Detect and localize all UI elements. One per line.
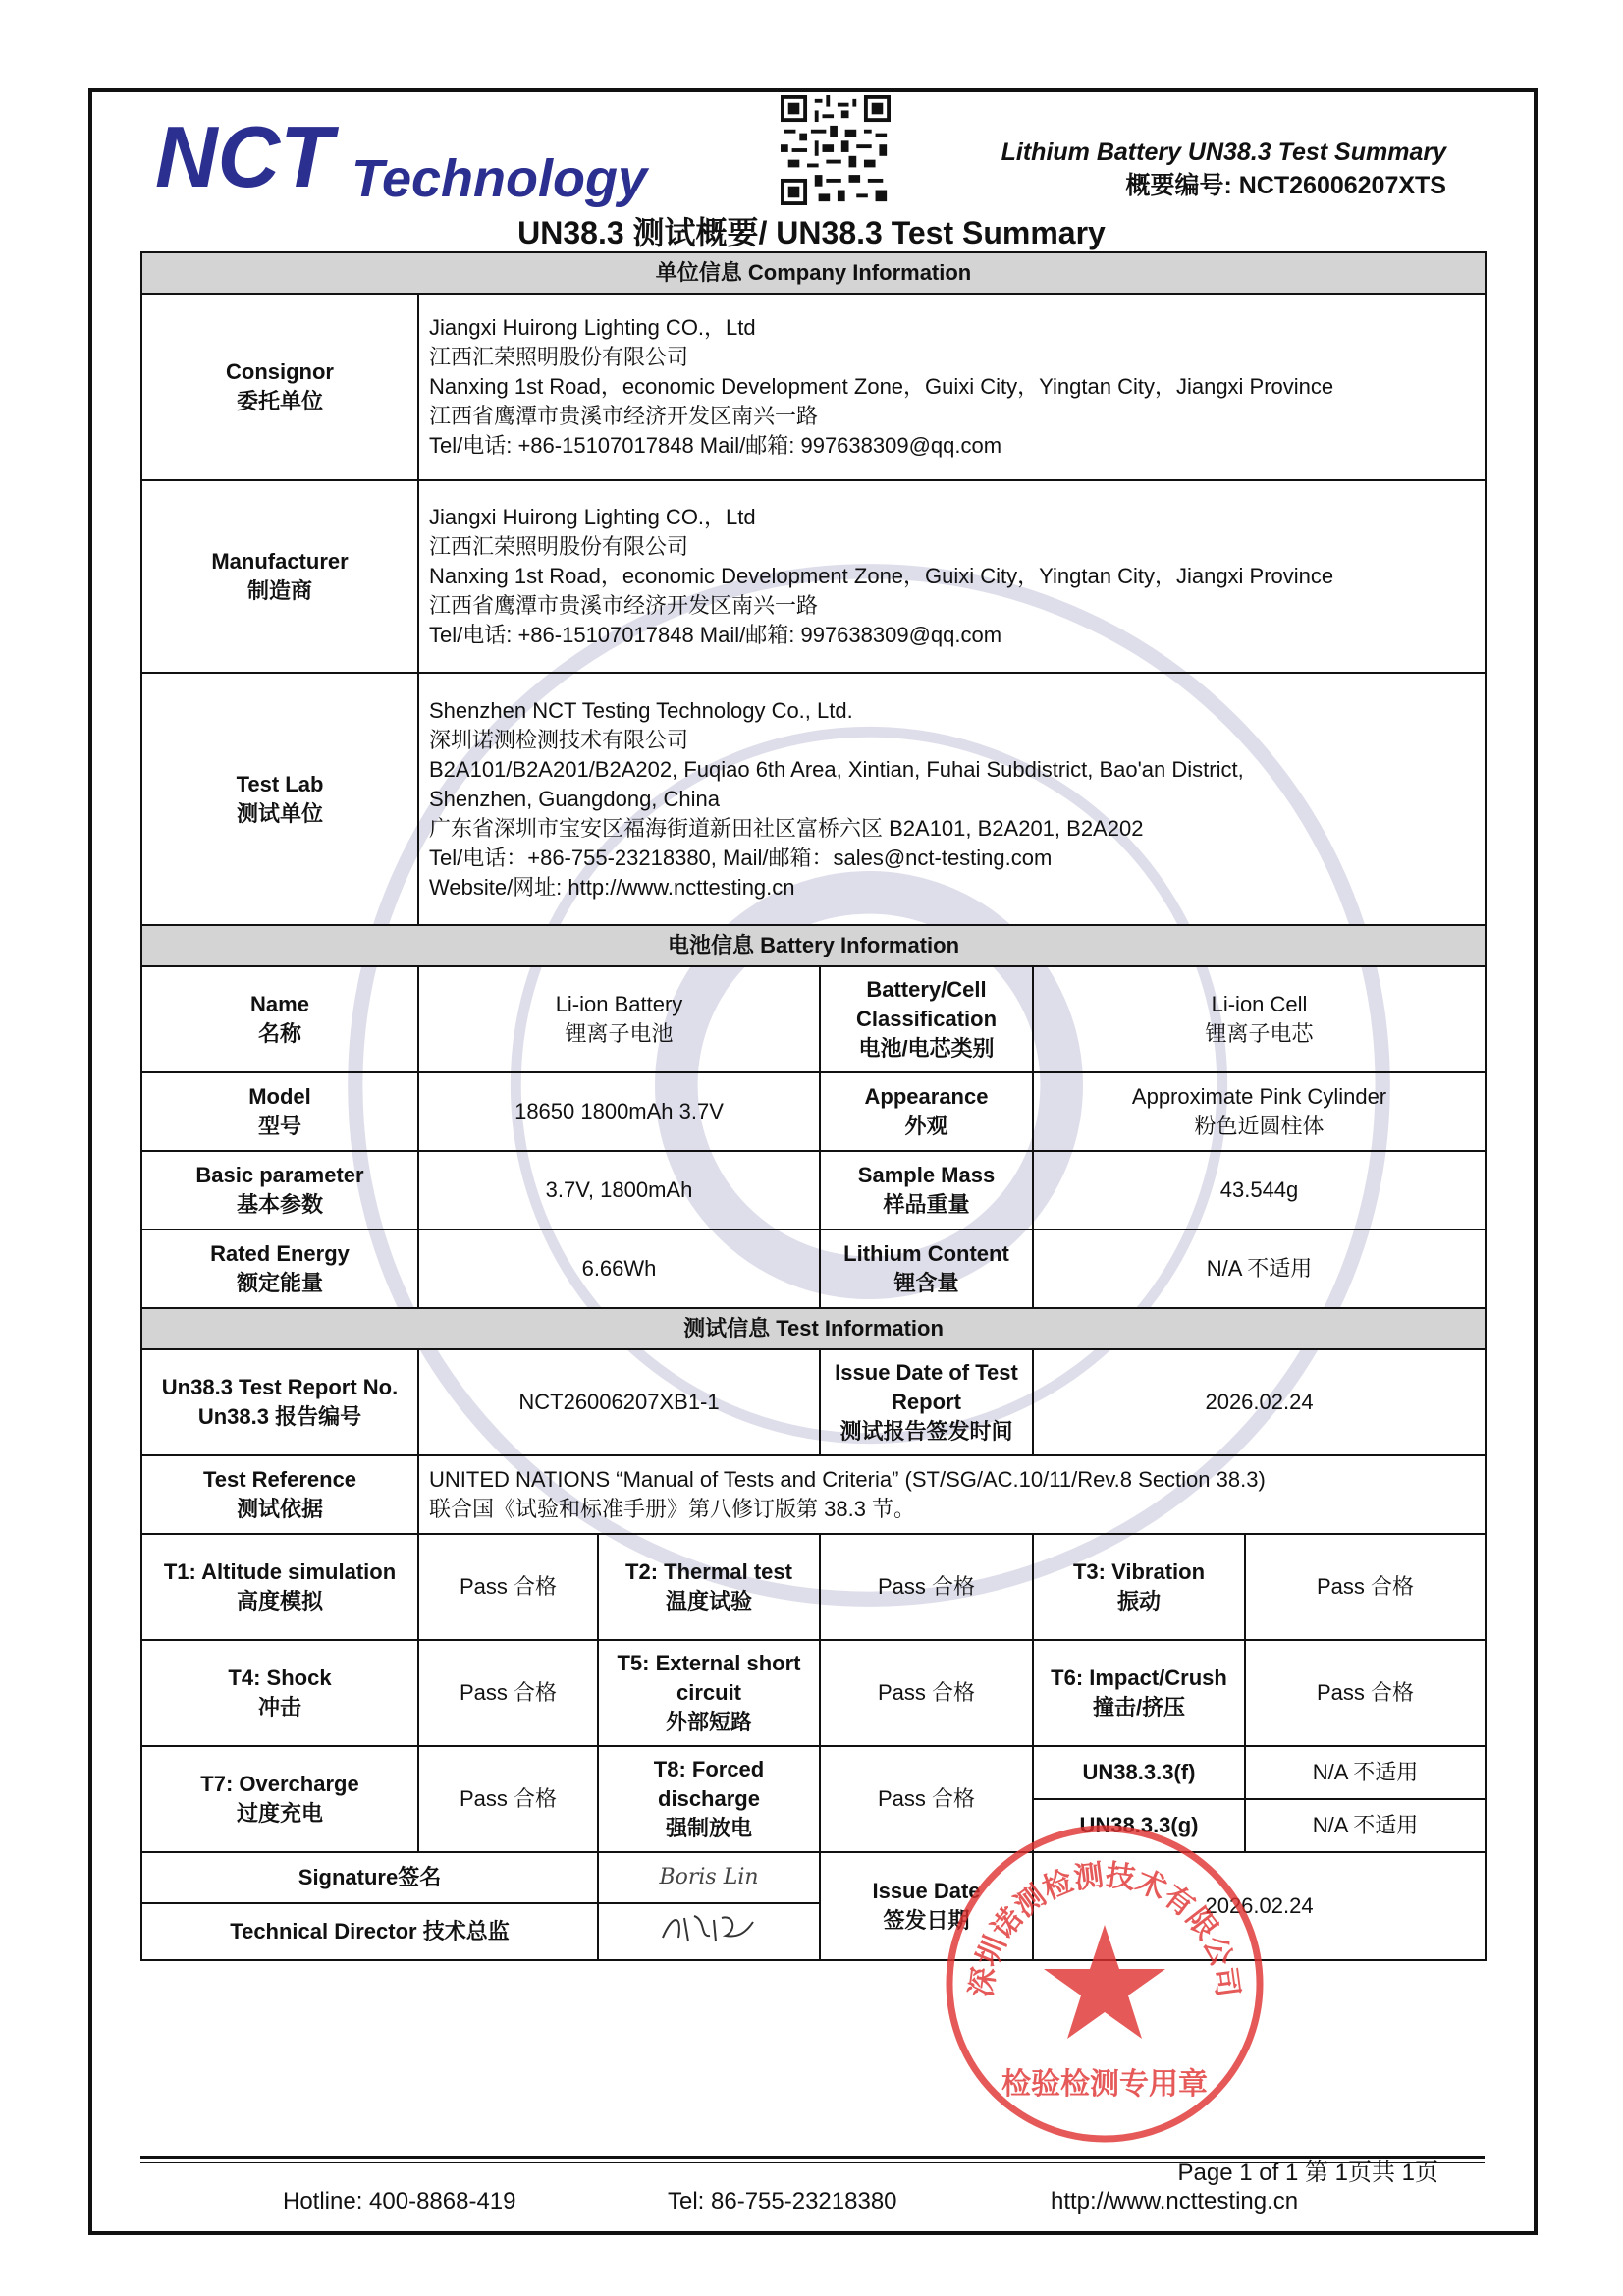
classification-label: Battery/Cell Classification 电池/电芯类别: [820, 966, 1033, 1072]
signature-label: Signature签名: [141, 1852, 598, 1903]
footer-website[interactable]: http://www.ncttesting.cn: [1051, 2188, 1299, 2214]
t5-label: T5: External short circuit 外部短路: [598, 1640, 820, 1746]
handwritten-signature-icon: [655, 1908, 763, 1947]
report-number-label: Un38.3 Test Report No. Un38.3 报告编号: [141, 1349, 418, 1455]
qr-code-icon: [781, 95, 891, 205]
test-reference-value: UNITED NATIONS “Manual of Tests and Criteria” (ST/SG/AC.10/11/Rev.8 Section 38.3) 联合国《试验和标准手册》第八修订版第 38.3 节。: [418, 1455, 1486, 1534]
t7-result: Pass 合格: [418, 1746, 598, 1852]
classification-value: Li-ion Cell 锂离子电芯: [1033, 966, 1486, 1072]
un3833g-label: UN38.3.3(g): [1033, 1799, 1245, 1852]
test-lab-label: Test Lab 测试单位: [141, 673, 418, 925]
t7-label: T7: Overcharge 过度充电: [141, 1746, 418, 1852]
t6-result: Pass 合格: [1245, 1640, 1486, 1746]
director-signature-image: [598, 1903, 820, 1960]
consignor-label: Consignor 委托单位: [141, 294, 418, 480]
model-label: Model 型号: [141, 1072, 418, 1151]
issue-date-sign-label: Issue Date 签发日期: [820, 1852, 1033, 1960]
battery-section-title: 电池信息 Battery Information: [141, 925, 1486, 966]
nct-logo: [155, 110, 705, 208]
test-lab-details: Shenzhen NCT Testing Technology Co., Ltd. 深圳诺测检测技术有限公司 B2A101/B2A201/B2A202, Fuqiao 6th Area, Xintian, Fuhai Subdistrict, Bao'an District, Shenzhen, Guangdong, China 广东省深圳市宝安区福海街道新田社区富桥六区 B2A101, B2A201, B2A202 Tel/电话：+86-755-23218380, Mail/邮箱：sales@nct-testing.com Website/网址: http://www.ncttesting.cn: [418, 673, 1486, 925]
issue-date-label: Issue Date of Test Report 测试报告签发时间: [820, 1349, 1033, 1455]
appearance-value: Approximate Pink Cylinder 粉色近圆柱体: [1033, 1072, 1486, 1151]
t3-label: T3: Vibration 振动: [1033, 1534, 1245, 1640]
footer-hotline: Hotline: 400-8868-419: [283, 2188, 516, 2214]
t4-result: Pass 合格: [418, 1640, 598, 1746]
t1-result: Pass 合格: [418, 1534, 598, 1640]
logo-brand: NCT: [155, 110, 333, 205]
manufacturer-details: Jiangxi Huirong Lighting CO.，Ltd 江西汇荣照明股份有限公司 Nanxing 1st Road，economic Development Zone，Guixi City，Yingtan City，Jiangxi Province 江西省鹰潭市贵溪市经济开发区南兴一路 Tel/电话: +86-15107017848 Mail/邮箱: 997638309@qq.com: [418, 480, 1486, 673]
un3833f-label: UN38.3.3(f): [1033, 1746, 1245, 1799]
sample-mass-value: 43.544g: [1033, 1151, 1486, 1230]
appearance-label: Appearance 外观: [820, 1072, 1033, 1151]
t6-label: T6: Impact/Crush 撞击/挤压: [1033, 1640, 1245, 1746]
technical-director-label: Technical Director 技术总监: [141, 1903, 598, 1960]
issue-date-sign-value: 2026.02.24: [1033, 1852, 1486, 1960]
un3833f-result: N/A 不适用: [1245, 1746, 1486, 1799]
footer-tel: Tel: 86-755-23218380: [668, 2188, 897, 2214]
consignor-details: Jiangxi Huirong Lighting CO.，Ltd 江西汇荣照明股份有限公司 Nanxing 1st Road，economic Development Zone，Guixi City，Yingtan City，Jiangxi Province 江西省鹰潭市贵溪市经济开发区南兴一路 Tel/电话: +86-15107017848 Mail/邮箱: 997638309@qq.com: [418, 294, 1486, 480]
name-value: Li-ion Battery 锂离子电池: [418, 966, 820, 1072]
issue-date-value: 2026.02.24: [1033, 1349, 1486, 1455]
summary-number: 概要编号: NCT26006207XTS: [1125, 172, 1446, 199]
basic-parameter-label: Basic parameter 基本参数: [141, 1151, 418, 1230]
svg-text:检验检测专用章: 检验检测专用章: [1001, 2067, 1208, 2102]
lithium-content-value: N/A 不适用: [1033, 1230, 1486, 1308]
signature-image: Boris Lin: [598, 1852, 820, 1903]
name-label: Name 名称: [141, 966, 418, 1072]
sample-mass-label: Sample Mass 样品重量: [820, 1151, 1033, 1230]
header-summary: [1001, 136, 1446, 202]
t2-label: T2: Thermal test 温度试验: [598, 1534, 820, 1640]
page-number: Page 1 of 1 第 1页共 1页: [1177, 2159, 1438, 2186]
manufacturer-label: Manufacturer 制造商: [141, 480, 418, 673]
t2-result: Pass 合格: [820, 1534, 1033, 1640]
rated-energy-label: Rated Energy 额定能量: [141, 1230, 418, 1308]
test-section-title: 测试信息 Test Information: [141, 1308, 1486, 1349]
company-section-title: 单位信息 Company Information: [141, 252, 1486, 294]
un3833g-result: N/A 不适用: [1245, 1799, 1486, 1852]
t5-result: Pass 合格: [820, 1640, 1033, 1746]
lithium-content-label: Lithium Content 锂含量: [820, 1230, 1033, 1308]
t8-label: T8: Forced discharge 强制放电: [598, 1746, 820, 1852]
t1-label: T1: Altitude simulation 高度模拟: [141, 1534, 418, 1640]
t4-label: T4: Shock 冲击: [141, 1640, 418, 1746]
svg-text:深圳诺测检测技术有限公司: 深圳诺测检测技术有限公司: [964, 1858, 1245, 1999]
t3-result: Pass 合格: [1245, 1534, 1486, 1640]
logo-word: Technology: [352, 149, 648, 208]
summary-title: Lithium Battery UN38.3 Test Summary: [1001, 138, 1446, 166]
t8-result: Pass 合格: [820, 1746, 1033, 1852]
test-reference-label: Test Reference 测试依据: [141, 1455, 418, 1534]
model-value: 18650 1800mAh 3.7V: [418, 1072, 820, 1151]
basic-parameter-value: 3.7V, 1800mAh: [418, 1151, 820, 1230]
rated-energy-value: 6.66Wh: [418, 1230, 820, 1308]
document-title: UN38.3 测试概要/ UN38.3 Test Summary: [517, 215, 1106, 250]
report-number-value: NCT26006207XB1-1: [418, 1349, 820, 1455]
summary-table: [140, 251, 1487, 1961]
company-seal-stamp: [938, 1817, 1271, 2151]
